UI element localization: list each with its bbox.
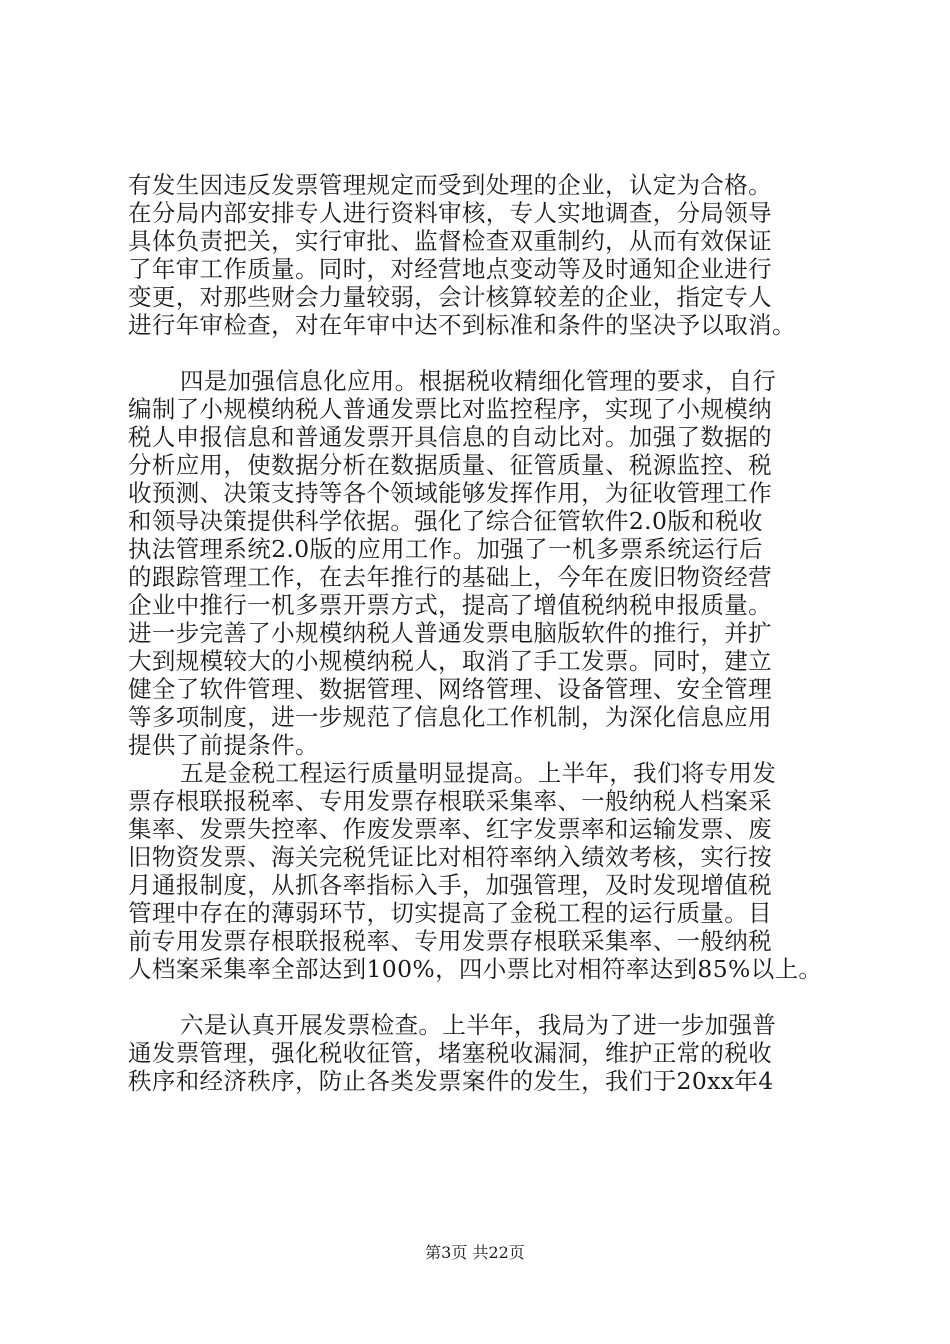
text-line: 税人申报信息和普通发票开具信息的自动比对。加强了数据的 (128, 423, 772, 451)
text-line: 企业中推行一机多票开票方式，提高了增值税纳税申报质量。 (128, 591, 772, 619)
text-line: 和领导决策提供科学依据。强化了综合征管软件2.0版和税收 (128, 507, 763, 535)
text-line: 前专用发票存根联报税率、专用发票存根联采集率、一般纳税 (128, 927, 772, 955)
text-line: 在分局内部安排专人进行资料审核，专人实地调查，分局领导 (128, 199, 772, 227)
paragraph-gap (128, 983, 843, 1011)
page-number: 第3页 共22页 (425, 1243, 525, 1262)
text-line: 提供了前提条件。 (128, 731, 319, 759)
text-line: 健全了软件管理、数据管理、网络管理、设备管理、安全管理 (128, 675, 772, 703)
page-footer (0, 1243, 950, 1263)
text-line: 了年审工作质量。同时，对经营地点变动等及时通知企业进行 (128, 255, 772, 283)
text-line: 五是金税工程运行质量明显提高。上半年，我们将专用发 (180, 759, 777, 787)
text-line: 收预测、决策支持等各个领域能够发挥作用，为征收管理工作 (128, 479, 772, 507)
text-line: 六是认真开展发票检查。上半年，我局为了进一步加强普 (180, 1011, 777, 1039)
text-line: 等多项制度，进一步规范了信息化工作机制，为深化信息应用 (128, 703, 772, 731)
text-line: 的跟踪管理工作，在去年推行的基础上，今年在废旧物资经营 (128, 563, 772, 591)
text-line: 通发票管理，强化税收征管，堵塞税收漏洞，维护正常的税收 (128, 1039, 772, 1067)
text-line: 大到规模较大的小规模纳税人，取消了手工发票。同时，建立 (128, 647, 772, 675)
text-line: 集率、发票失控率、作废发票率、红字发票率和运输发票、废 (128, 815, 772, 843)
text-line: 进行年审检查，对在年审中达不到标准和条件的坚决予以取消。 (128, 311, 796, 339)
text-line: 分析应用，使数据分析在数据质量、征管质量、税源监控、税 (128, 451, 772, 479)
paragraph-gap (128, 339, 843, 367)
text-line: 执法管理系统2.0版的应用工作。加强了一机多票系统运行后 (128, 535, 763, 563)
text-line: 管理中存在的薄弱环节，切实提高了金税工程的运行质量。目 (128, 899, 772, 927)
text-line: 旧物资发票、海关完税凭证比对相符率纳入绩效考核，实行按 (128, 843, 772, 871)
text-line: 人档案采集率全部达到100%，四小票比对相符率达到85%以上。 (128, 955, 823, 983)
text-line: 秩序和经济秩序，防止各类发票案件的发生，我们于20xx年4 (128, 1067, 774, 1095)
text-line: 四是加强信息化应用。根据税收精细化管理的要求，自行 (180, 367, 777, 395)
text-line: 编制了小规模纳税人普通发票比对监控程序，实现了小规模纳 (128, 395, 772, 423)
text-line: 进一步完善了小规模纳税人普通发票电脑版软件的推行，并扩 (128, 619, 772, 647)
text-line: 具体负责把关，实行审批、监督检查双重制约，从而有效保证 (128, 227, 772, 255)
text-line: 变更，对那些财会力量较弱，会计核算较差的企业，指定专人 (128, 283, 772, 311)
text-line: 有发生因违反发票管理规定而受到处理的企业，认定为合格。 (128, 171, 772, 199)
body-text (128, 171, 843, 1095)
text-line: 月通报制度，从抓各率指标入手，加强管理，及时发现增值税 (128, 871, 772, 899)
text-line: 票存根联报税率、专用发票存根联采集率、一般纳税人档案采 (128, 787, 772, 815)
